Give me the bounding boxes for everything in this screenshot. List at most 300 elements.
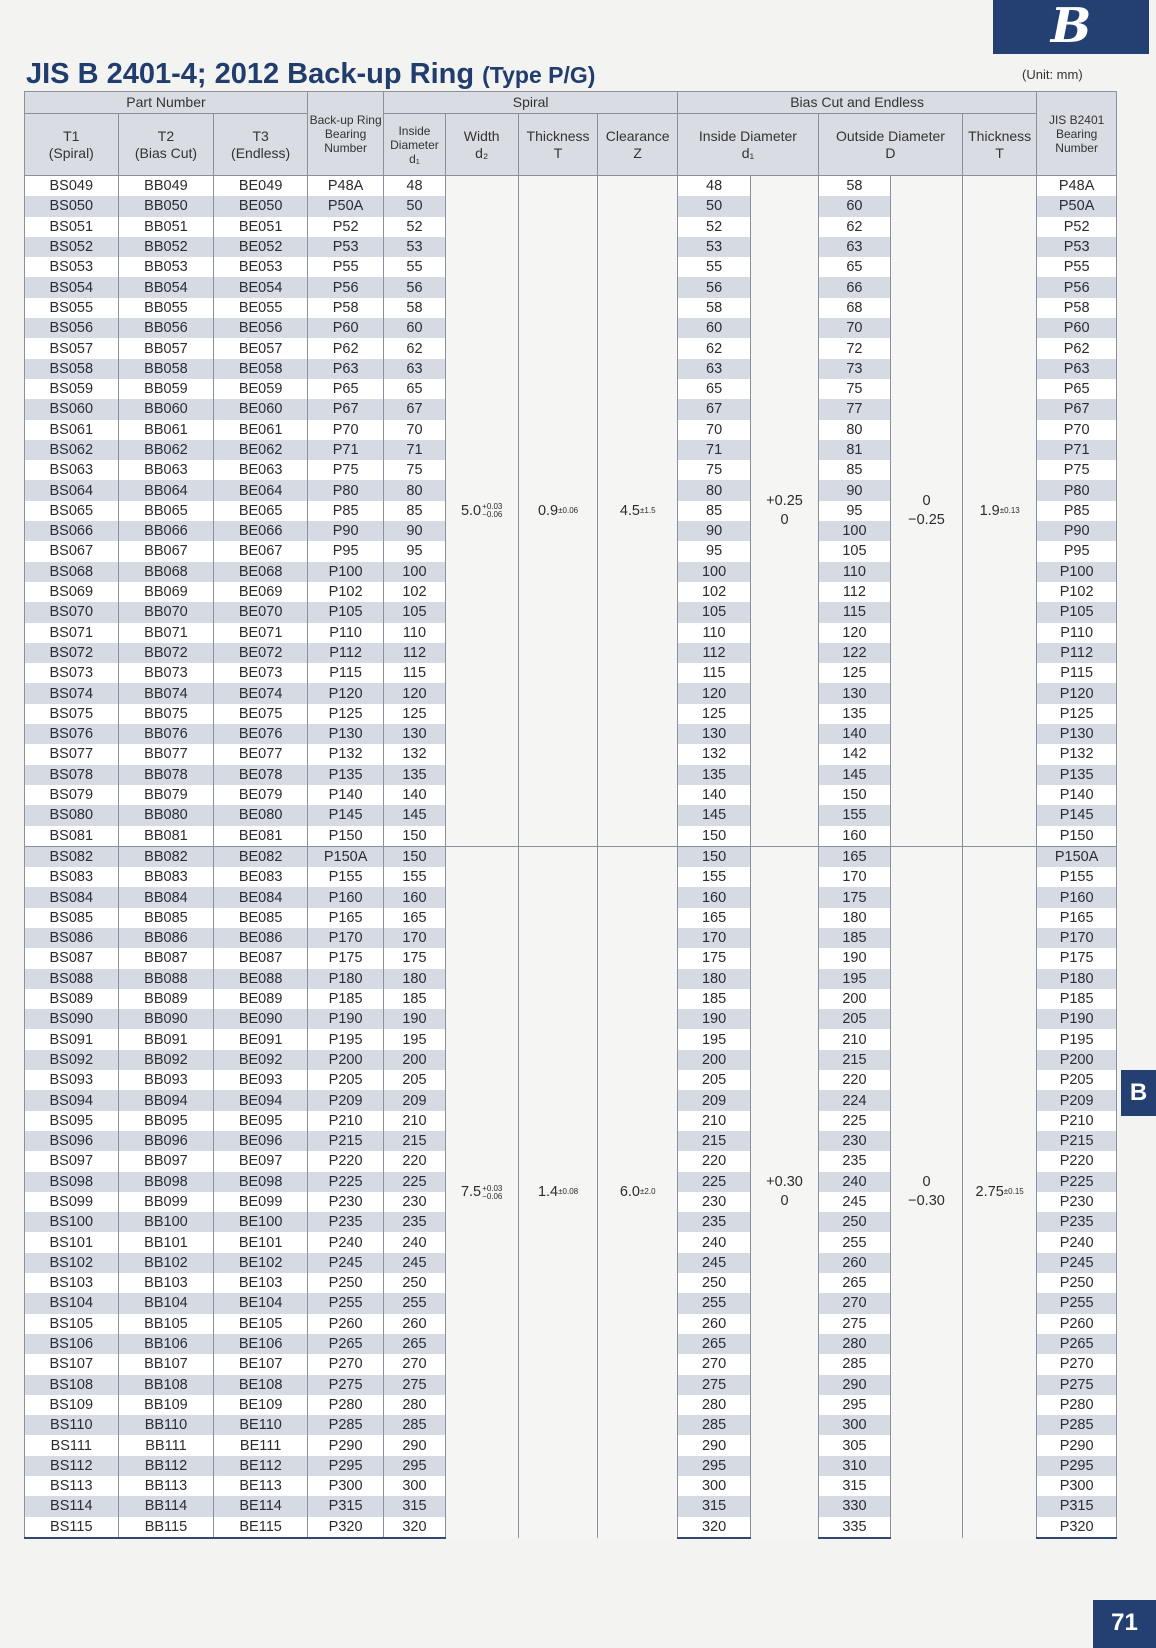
jis-bearing-number: P209 [1037,1090,1117,1110]
t3-endless: BE099 [214,1192,308,1212]
outside-diameter-d: 170 [818,867,890,887]
page-number: 71 [1093,1600,1156,1648]
t1-spiral: BS111 [25,1435,119,1455]
jis-bearing-number: P210 [1037,1111,1117,1131]
backup-ring-number: P290 [307,1435,383,1455]
table-row [25,846,1117,867]
t2-bias-cut: BB107 [118,1354,214,1374]
width-d2-tolerance [482,503,502,519]
spiral-inside-diameter: 125 [384,704,445,724]
outside-diameter-d: 250 [818,1212,890,1232]
t3-endless: BE058 [214,359,308,379]
outside-diameter-d: 200 [818,989,890,1009]
spiral-inside-diameter: 100 [384,562,445,582]
thickness-t [518,846,598,1538]
backup-ring-number: P55 [307,257,383,277]
spiral-inside-diameter: 110 [384,623,445,643]
jis-bearing-number: P70 [1037,420,1117,440]
table-body [25,176,1117,1538]
t1-spiral: BS081 [25,826,119,847]
outside-diameter-d: 65 [818,257,890,277]
section-tab: B [993,0,1149,54]
inside-diameter-d1: 155 [678,867,751,887]
outside-diameter-d: 215 [818,1050,890,1070]
outside-diameter-d: 190 [818,948,890,968]
jis-bearing-number: P135 [1037,765,1117,785]
outside-diameter-d: 80 [818,420,890,440]
backup-ring-number: P280 [307,1395,383,1415]
spiral-inside-diameter: 155 [384,867,445,887]
jis-bearing-number: P220 [1037,1151,1117,1171]
outside-diameter-d: 185 [818,928,890,948]
jis-bearing-number: P180 [1037,969,1117,989]
t3-endless: BE061 [214,420,308,440]
t3-endless: BE094 [214,1090,308,1110]
inside-diameter-d1: 255 [678,1293,751,1313]
t3-endless: BE084 [214,887,308,907]
backup-ring-number: P155 [307,867,383,887]
t2-bias-cut: BB059 [118,379,214,399]
t3-endless: BE056 [214,318,308,338]
outside-diameter-d: 245 [818,1192,890,1212]
thickness-t-tolerance: ±0.06 [558,505,579,515]
outside-diameter-d: 335 [818,1517,890,1538]
backup-ring-number: P140 [307,785,383,805]
outside-diameter-d: 205 [818,1009,890,1029]
backup-ring-number: P50A [307,196,383,216]
t2-bias-cut: BB115 [118,1517,214,1538]
spiral-inside-diameter: 95 [384,541,445,561]
t2-bias-cut: BB113 [118,1476,214,1496]
t3-endless: BE065 [214,501,308,521]
spiral-inside-diameter: 200 [384,1050,445,1070]
unit-label: (Unit: mm) [1022,67,1083,82]
inside-diameter-d1: 58 [678,298,751,318]
outside-diameter-d: 125 [818,663,890,683]
t1-spiral: BS089 [25,989,119,1009]
page-title [26,58,595,91]
t3-endless: BE049 [214,176,308,197]
t1-spiral: BS095 [25,1111,119,1131]
inside-diameter-d1: 100 [678,562,751,582]
spiral-inside-diameter: 235 [384,1212,445,1232]
bias-thickness-t-value: 1.9 [979,502,1000,519]
t3-endless: BE113 [214,1476,308,1496]
t3-endless: BE089 [214,989,308,1009]
t1-spiral: BS057 [25,338,119,358]
t2-bias-cut: BB093 [118,1070,214,1090]
t2-bias-cut: BB069 [118,582,214,602]
outside-diameter-d: 110 [818,562,890,582]
jis-bearing-number: P285 [1037,1415,1117,1435]
t2-bias-cut: BB084 [118,887,214,907]
header-t2: T2 (Bias Cut) [118,114,214,176]
outside-diameter-d: 150 [818,785,890,805]
inside-diameter-d1: 48 [678,176,751,197]
t1-spiral: BS103 [25,1273,119,1293]
backup-ring-number: P300 [307,1476,383,1496]
t1-spiral: BS058 [25,359,119,379]
jis-bearing-number: P65 [1037,379,1117,399]
t3-endless: BE086 [214,928,308,948]
backup-ring-number: P190 [307,1009,383,1029]
spiral-inside-diameter: 225 [384,1172,445,1192]
backup-ring-number: P48A [307,176,383,197]
inside-diameter-d1: 50 [678,196,751,216]
jis-bearing-number: P230 [1037,1192,1117,1212]
t3-endless: BE073 [214,663,308,683]
t3-endless: BE115 [214,1517,308,1538]
spiral-inside-diameter: 150 [384,846,445,867]
outside-diameter-d: 230 [818,1131,890,1151]
inside-diameter-d1: 280 [678,1395,751,1415]
t1-spiral: BS084 [25,887,119,907]
backup-ring-number: P235 [307,1212,383,1232]
inside-diameter-d1: 265 [678,1334,751,1354]
spiral-inside-diameter: 62 [384,338,445,358]
inside-diameter-d1: 85 [678,501,751,521]
jis-bearing-number: P145 [1037,805,1117,825]
backup-ring-number: P210 [307,1111,383,1131]
t1-spiral: BS090 [25,1009,119,1029]
inside-diameter-d1: 175 [678,948,751,968]
jis-bearing-number: P125 [1037,704,1117,724]
outside-diameter-tolerance-upper: 0 [922,492,931,509]
t2-bias-cut: BB052 [118,237,214,257]
t2-bias-cut: BB102 [118,1253,214,1273]
inside-diameter-d1: 210 [678,1111,751,1131]
inside-diameter-d1: 315 [678,1496,751,1516]
t1-spiral: BS064 [25,480,119,500]
outside-diameter-d: 142 [818,744,890,764]
t1-spiral: BS069 [25,582,119,602]
jis-bearing-number: P290 [1037,1435,1117,1455]
thickness-t-value: 0.9 [537,502,559,519]
t3-endless: BE064 [214,480,308,500]
t1-spiral: BS072 [25,643,119,663]
header-bias-endless: Bias Cut and Endless [678,92,1037,114]
spiral-inside-diameter: 195 [384,1029,445,1049]
jis-bearing-number: P100 [1037,562,1117,582]
inside-diameter-d1: 150 [678,826,751,847]
t1-spiral: BS110 [25,1415,119,1435]
spiral-inside-diameter: 315 [384,1496,445,1516]
backup-ring-number: P185 [307,989,383,1009]
outside-diameter-d: 270 [818,1293,890,1313]
outside-diameter-d: 95 [818,501,890,521]
spiral-inside-diameter: 90 [384,521,445,541]
inside-diameter-d1: 230 [678,1192,751,1212]
spiral-inside-diameter: 70 [384,420,445,440]
outside-diameter-d: 120 [818,623,890,643]
inside-diameter-d1: 295 [678,1456,751,1476]
inside-diameter-d1: 300 [678,1476,751,1496]
spiral-inside-diameter: 280 [384,1395,445,1415]
outside-diameter-d: 140 [818,724,890,744]
t2-bias-cut: BB089 [118,989,214,1009]
t2-bias-cut: BB051 [118,217,214,237]
outside-diameter-d: 195 [818,969,890,989]
inside-diameter-d1: 112 [678,643,751,663]
inside-diameter-d1: 110 [678,623,751,643]
spiral-inside-diameter: 105 [384,602,445,622]
t2-bias-cut: BB101 [118,1232,214,1252]
t1-spiral: BS096 [25,1131,119,1151]
outside-diameter-d: 115 [818,602,890,622]
outside-diameter-d: 260 [818,1253,890,1273]
jis-bearing-number: P170 [1037,928,1117,948]
t3-endless: BE059 [214,379,308,399]
header-backup-ring: Back-up Ring Bearing Number [307,92,383,176]
jis-bearing-number: P190 [1037,1009,1117,1029]
t3-endless: BE095 [214,1111,308,1131]
t1-spiral: BS109 [25,1395,119,1415]
t2-bias-cut: BB065 [118,501,214,521]
inside-diameter-d1: 56 [678,277,751,297]
t2-bias-cut: BB114 [118,1496,214,1516]
t1-spiral: BS049 [25,176,119,197]
inside-diameter-d1: 65 [678,379,751,399]
header-spiral: Spiral [384,92,678,114]
header-clearance: Clearance Z [598,114,678,176]
inside-diameter-d1: 190 [678,1009,751,1029]
inside-diameter-d1: 95 [678,541,751,561]
inside-diameter-d1: 170 [678,928,751,948]
t1-spiral: BS098 [25,1172,119,1192]
t1-spiral: BS097 [25,1151,119,1171]
jis-bearing-number: P102 [1037,582,1117,602]
spiral-inside-diameter: 255 [384,1293,445,1313]
t2-bias-cut: BB108 [118,1375,214,1395]
jis-bearing-number: P90 [1037,521,1117,541]
thickness-t-tolerance: ±0.08 [558,1187,579,1197]
side-section-tab: B [1121,1070,1156,1116]
outside-diameter-d: 90 [818,480,890,500]
outside-diameter-tolerance-lower: −0.25 [908,511,945,528]
header-t3: T3 (Endless) [214,114,308,176]
width-d2-tol-plus: +0.03 [482,1183,503,1193]
t3-endless: BE103 [214,1273,308,1293]
backup-ring-number: P160 [307,887,383,907]
t2-bias-cut: BB068 [118,562,214,582]
t1-spiral: BS068 [25,562,119,582]
outside-diameter-d: 68 [818,298,890,318]
jis-bearing-number: P165 [1037,908,1117,928]
header-bias-thickness: Thickness T [963,114,1037,176]
jis-bearing-number: P120 [1037,683,1117,703]
t3-endless: BE107 [214,1354,308,1374]
jis-bearing-number: P195 [1037,1029,1117,1049]
backup-ring-number: P315 [307,1496,383,1516]
jis-bearing-number: P48A [1037,176,1117,197]
inside-diameter-tolerance-lower: 0 [780,1193,789,1210]
jis-bearing-number: P205 [1037,1070,1117,1090]
t2-bias-cut: BB094 [118,1090,214,1110]
jis-bearing-number: P245 [1037,1253,1117,1273]
clearance-z [598,176,678,847]
outside-diameter-d: 72 [818,338,890,358]
spiral-inside-diameter: 290 [384,1435,445,1455]
backup-ring-number: P260 [307,1314,383,1334]
inside-diameter-d1: 75 [678,460,751,480]
spiral-inside-diameter: 135 [384,765,445,785]
outside-diameter-d: 105 [818,541,890,561]
backup-ring-number: P130 [307,724,383,744]
t1-spiral: BS085 [25,908,119,928]
spiral-inside-diameter: 48 [384,176,445,197]
t2-bias-cut: BB073 [118,663,214,683]
jis-bearing-number: P63 [1037,359,1117,379]
backup-ring-number: P100 [307,562,383,582]
outside-diameter-d: 224 [818,1090,890,1110]
outside-diameter-d: 122 [818,643,890,663]
inside-diameter-d1: 140 [678,785,751,805]
spiral-inside-diameter: 170 [384,928,445,948]
t1-spiral: BS059 [25,379,119,399]
spiral-inside-diameter: 210 [384,1111,445,1131]
t1-spiral: BS073 [25,663,119,683]
t1-spiral: BS079 [25,785,119,805]
t1-spiral: BS083 [25,867,119,887]
inside-diameter-d1: 270 [678,1354,751,1374]
header-jis-number: JIS B2401 Bearing Number [1037,92,1117,176]
backup-ring-number: P320 [307,1517,383,1538]
backup-ring-number: P90 [307,521,383,541]
backup-ring-number: P53 [307,237,383,257]
outside-diameter-d: 310 [818,1456,890,1476]
t1-spiral: BS094 [25,1090,119,1110]
jis-bearing-number: P60 [1037,318,1117,338]
inside-diameter-d1: 67 [678,399,751,419]
t3-endless: BE050 [214,196,308,216]
t1-spiral: BS078 [25,765,119,785]
t1-spiral: BS055 [25,298,119,318]
backup-ring-number: P80 [307,480,383,500]
t1-spiral: BS056 [25,318,119,338]
t1-spiral: BS077 [25,744,119,764]
backup-ring-number: P110 [307,623,383,643]
outside-diameter-d: 175 [818,887,890,907]
jis-bearing-number: P225 [1037,1172,1117,1192]
backup-ring-number: P200 [307,1050,383,1070]
jis-bearing-number: P300 [1037,1476,1117,1496]
spiral-inside-diameter: 63 [384,359,445,379]
t3-endless: BE068 [214,562,308,582]
inside-diameter-d1: 165 [678,908,751,928]
outside-diameter-d: 81 [818,440,890,460]
t1-spiral: BS061 [25,420,119,440]
backup-ring-number: P220 [307,1151,383,1171]
outside-diameter-d: 235 [818,1151,890,1171]
outside-diameter-d: 73 [818,359,890,379]
spiral-inside-diameter: 55 [384,257,445,277]
bias-thickness-t-tolerance: ±0.15 [1003,1187,1024,1197]
outside-diameter-d: 280 [818,1334,890,1354]
t3-endless: BE072 [214,643,308,663]
inside-diameter-d1: 62 [678,338,751,358]
jis-bearing-number: P58 [1037,298,1117,318]
backup-ring-number: P195 [307,1029,383,1049]
outside-diameter-d: 75 [818,379,890,399]
t3-endless: BE097 [214,1151,308,1171]
t1-spiral: BS099 [25,1192,119,1212]
spiral-inside-diameter: 56 [384,277,445,297]
t1-spiral: BS063 [25,460,119,480]
spiral-inside-diameter: 220 [384,1151,445,1171]
t1-spiral: BS088 [25,969,119,989]
t2-bias-cut: BB081 [118,826,214,847]
t2-bias-cut: BB075 [118,704,214,724]
outside-diameter-d: 66 [818,277,890,297]
outside-diameter-d: 85 [818,460,890,480]
spiral-inside-diameter: 150 [384,826,445,847]
t3-endless: BE069 [214,582,308,602]
jis-bearing-number: P110 [1037,623,1117,643]
spiral-inside-diameter: 58 [384,298,445,318]
t1-spiral: BS086 [25,928,119,948]
t2-bias-cut: BB062 [118,440,214,460]
outside-diameter-d: 165 [818,846,890,867]
backup-ring-number: P75 [307,460,383,480]
t2-bias-cut: BB071 [118,623,214,643]
backup-ring-number: P225 [307,1172,383,1192]
spiral-inside-diameter: 160 [384,887,445,907]
spiral-inside-diameter: 250 [384,1273,445,1293]
t3-endless: BE080 [214,805,308,825]
jis-bearing-number: P55 [1037,257,1117,277]
jis-bearing-number: P52 [1037,217,1117,237]
backup-ring-number: P250 [307,1273,383,1293]
outside-diameter-d: 210 [818,1029,890,1049]
width-d2-tolerance [482,1185,502,1201]
t3-endless: BE111 [214,1435,308,1455]
spiral-inside-diameter: 265 [384,1334,445,1354]
outside-diameter-d: 255 [818,1232,890,1252]
backup-ring-table [24,91,1117,1539]
inside-diameter-d1: 145 [678,805,751,825]
backup-ring-number: P95 [307,541,383,561]
t3-endless: BE051 [214,217,308,237]
spiral-inside-diameter: 175 [384,948,445,968]
jis-bearing-number: P62 [1037,338,1117,358]
t1-spiral: BS112 [25,1456,119,1476]
t3-endless: BE100 [214,1212,308,1232]
table-row [25,176,1117,197]
outside-diameter-d: 77 [818,399,890,419]
spiral-inside-diameter: 120 [384,683,445,703]
jis-bearing-number: P155 [1037,867,1117,887]
t3-endless: BE077 [214,744,308,764]
backup-ring-number: P240 [307,1232,383,1252]
t2-bias-cut: BB080 [118,805,214,825]
inside-diameter-tolerance-upper: +0.30 [766,1174,803,1191]
inside-diameter-d1: 53 [678,237,751,257]
inside-diameter-d1: 130 [678,724,751,744]
t3-endless: BE074 [214,683,308,703]
t3-endless: BE053 [214,257,308,277]
backup-ring-number: P58 [307,298,383,318]
t1-spiral: BS052 [25,237,119,257]
t2-bias-cut: BB099 [118,1192,214,1212]
t1-spiral: BS102 [25,1253,119,1273]
backup-ring-number: P209 [307,1090,383,1110]
spiral-inside-diameter: 85 [384,501,445,521]
t2-bias-cut: BB092 [118,1050,214,1070]
t1-spiral: BS054 [25,277,119,297]
spiral-inside-diameter: 180 [384,969,445,989]
t3-endless: BE109 [214,1395,308,1415]
spiral-inside-diameter: 50 [384,196,445,216]
